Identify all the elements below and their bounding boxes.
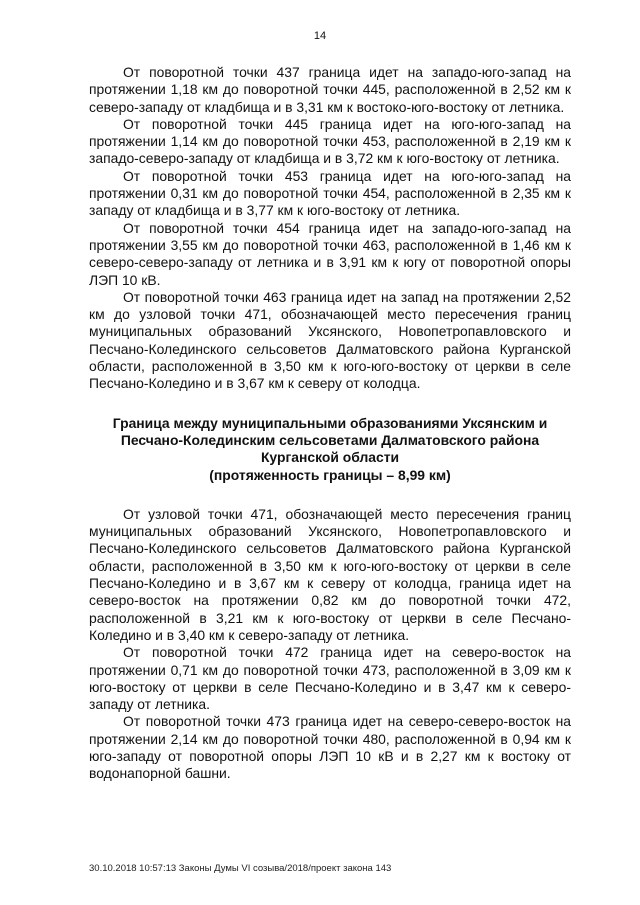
footer-path: 30.10.2018 10:57:13 Законы Думы VI созыва/2018/проект закона 143 (89, 863, 392, 874)
paragraph: От поворотной точки 445 граница идет на юго-юго-запад на протяжении 1,14 км до поворотной точки 453, расположенной в 2,19 км к западо-северо-западу от кладбища и в 3,72 км к юго-востоку от летника. (89, 115, 571, 167)
heading-line: Курганской области (260, 449, 400, 466)
heading-line: Граница между муниципальными образованиями Уксянским и (112, 414, 548, 431)
heading-line: Песчано-Колединским сельсоветами Далматовского района (120, 431, 540, 448)
paragraph: От поворотной точки 453 граница идет на юго-юго-запад на протяжении 0,31 км до поворотной точки 454, расположенной в 2,35 км к западу от кладбища и в 3,77 км к юго-востоку от летника. (89, 167, 571, 219)
paragraph: От поворотной точки 463 граница идет на запад на протяжении 2,52 км до узловой точки 471, обозначающей место пересечения границ муниципальных образований Уксянского, Новопетропавловского и Песчано-Колединского сельсоветов Далматовского района Курганской области, расположенной в 3,50 км к юго-юго-востоку от церкви в селе Песчано-Колединo и в 3,67 км к северу от колодца. (89, 288, 571, 392)
heading-length: (протяженность границы – 8,99 км) (209, 466, 451, 483)
section-heading (89, 415, 571, 484)
page-number: 14 (313, 30, 327, 42)
paragraph: От узловой точки 471, обозначающей место пересечения границ муниципальных образований Уксянского, Новопетропавловского и Песчано-Колединского сельсоветов Далматовского района Курганской области, расположенной в 3,50 км к юго-юго-востоку от церкви в селе Песчано-Колединo и в 3,67 км к северу от колодца, граница идет на северо-восток на протяжении 0,82 км до поворотной точки 472, расположенной в 3,21 км к юго-востоку от церкви в селе Песчано-Колединo и в 3,40 км к северо-западу от летника. (89, 505, 571, 643)
document-body (89, 64, 571, 783)
paragraph: От поворотной точки 473 граница идет на северо-северо-восток на протяжении 2,14 км до поворотной точки 480, расположенной в 0,94 км к юго-западу от поворотной опоры ЛЭП 10 кВ и в 2,27 км к востоку от водонапорной башни. (89, 713, 571, 782)
paragraph: От поворотной точки 437 граница идет на западо-юго-запад на протяжении 1,18 км до поворотной точки 445, расположенной в 2,52 км к северо-западу от кладбища и в 3,31 км к востоко-юго-востоку от летника. (89, 64, 571, 115)
paragraph: От поворотной точки 454 граница идет на западо-юго-запад на протяжении 3,55 км до поворотной точки 463, расположенной в 1,46 км к северо-северо-западу от летника и в 3,91 км к югу от поворотной опоры ЛЭП 10 кВ. (89, 219, 571, 288)
paragraph: От поворотной точки 472 граница идет на северо-восток на протяжении 0,71 км до поворотной точки 473, расположенной в 3,09 км к юго-востоку от церкви в селе Песчано-Колединo и в 3,47 км к северо-западу от летника. (89, 644, 571, 713)
